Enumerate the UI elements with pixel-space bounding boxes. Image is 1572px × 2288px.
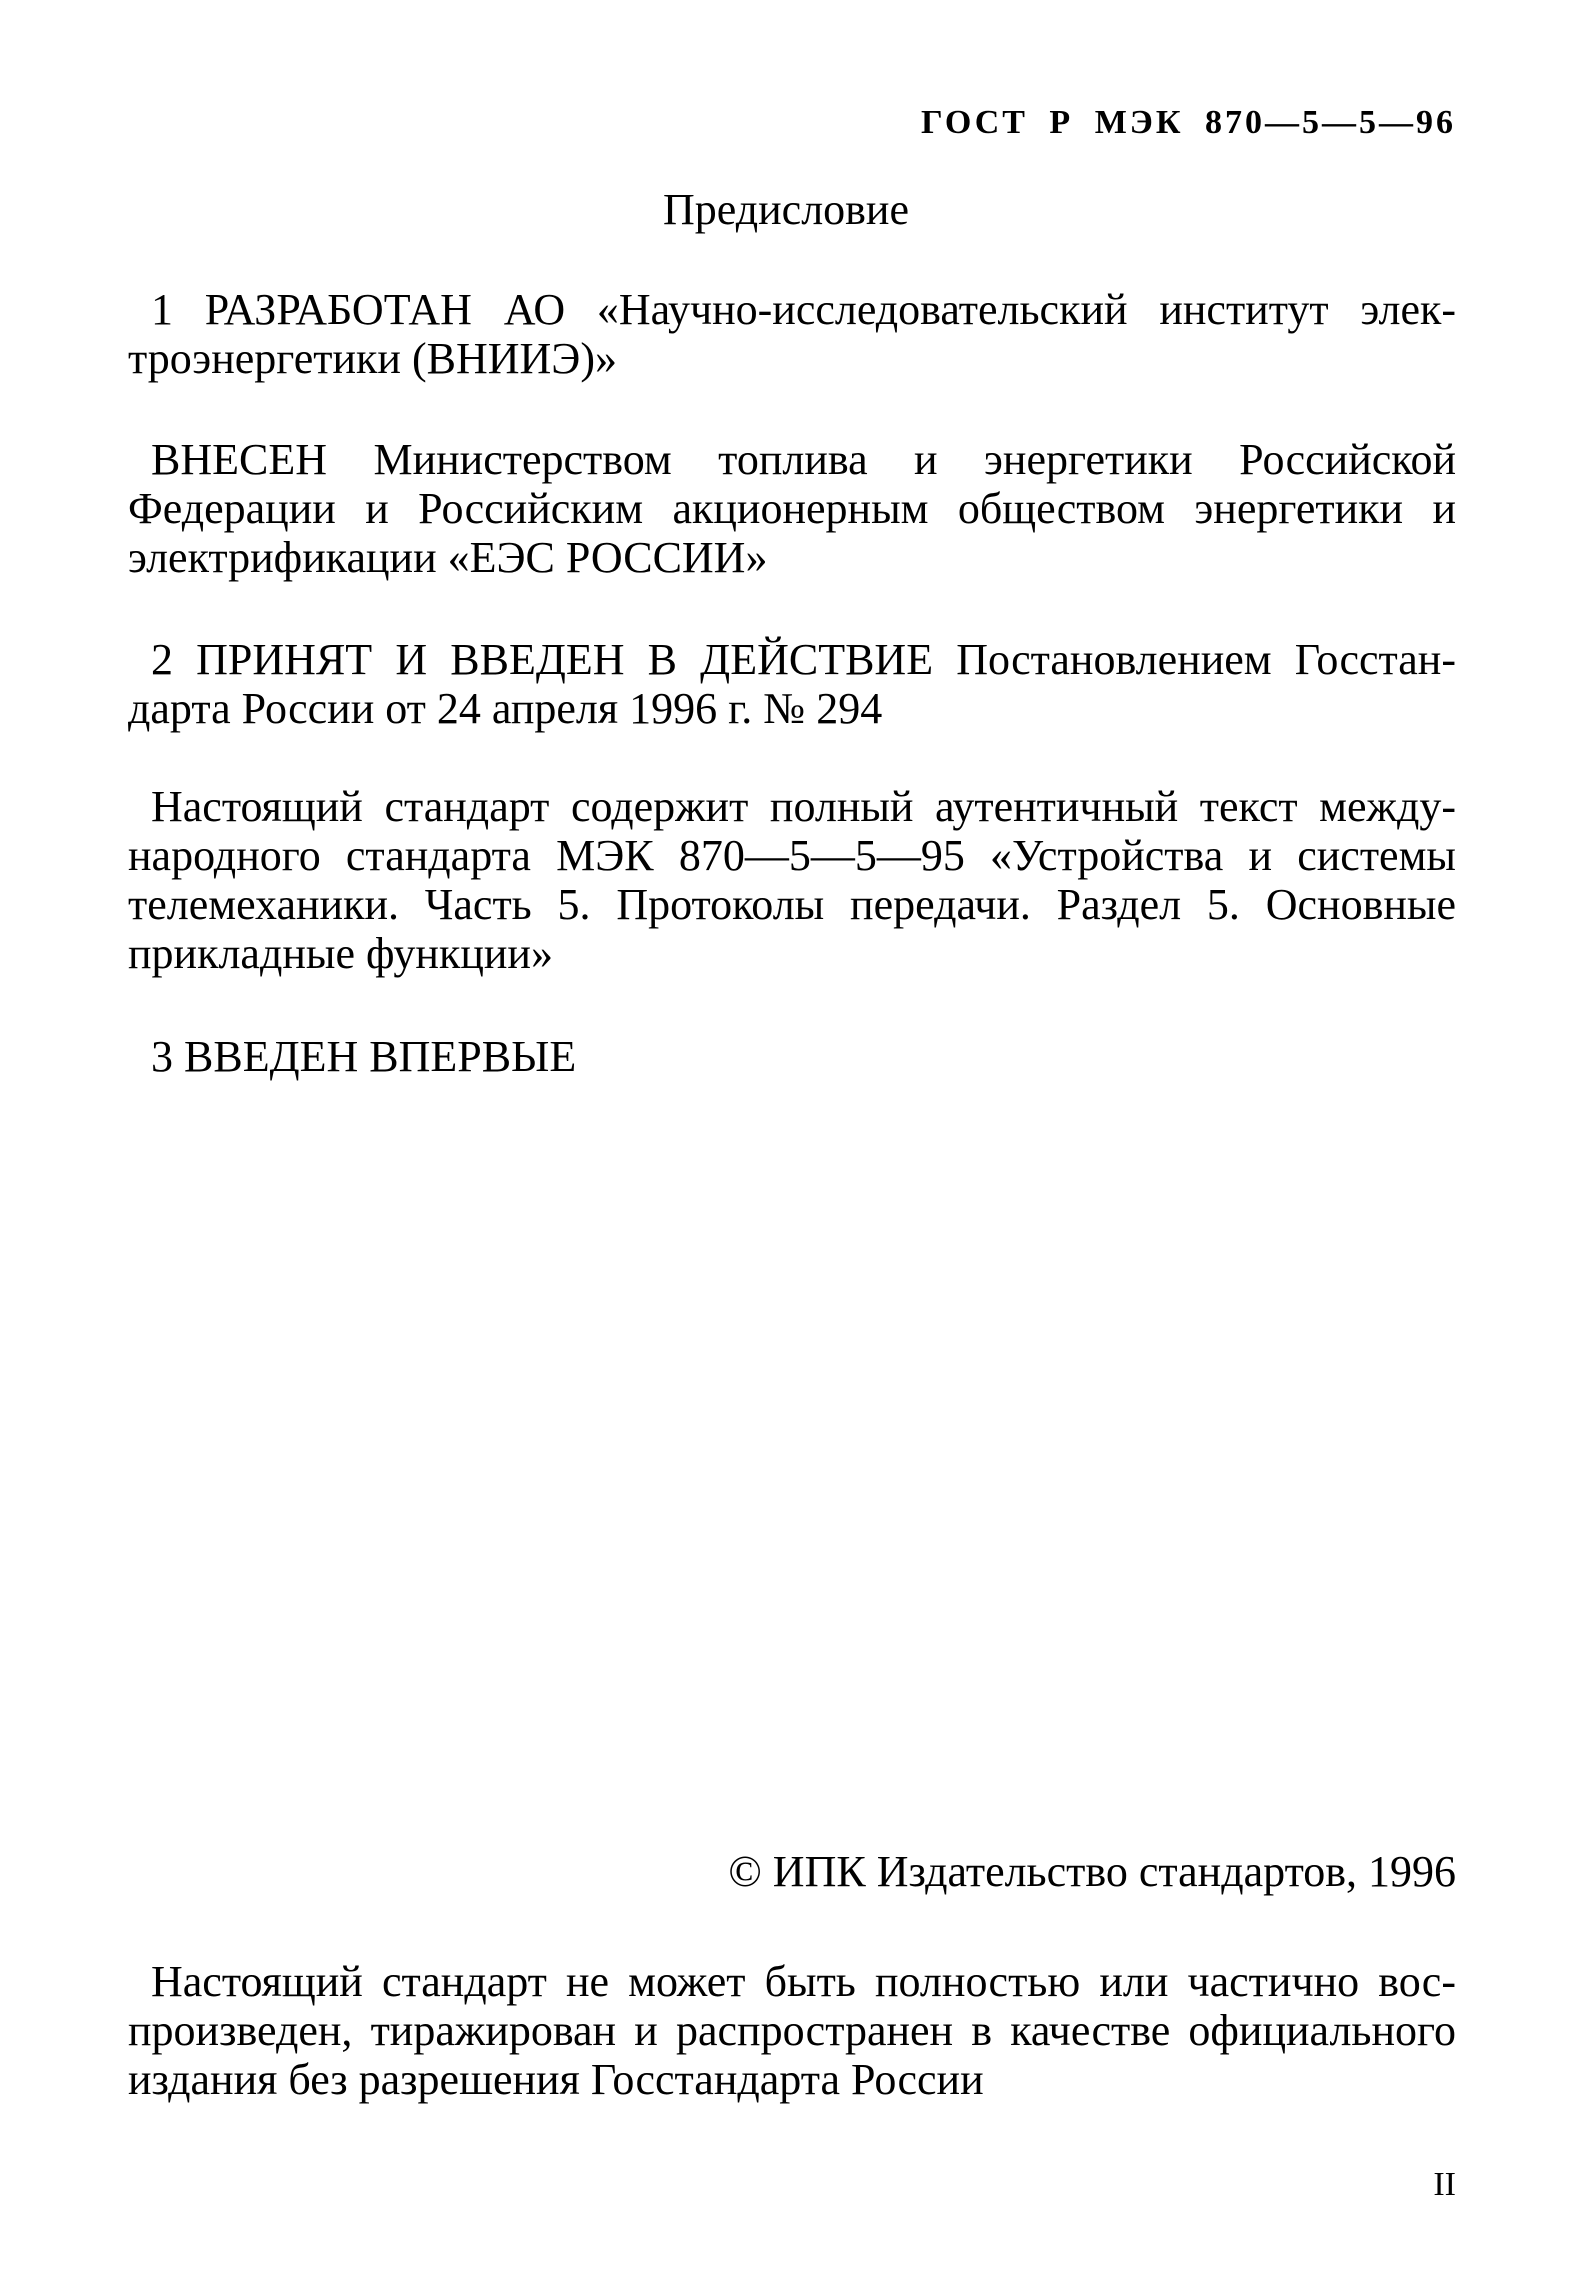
page-title: Предисловие: [663, 185, 909, 234]
text-line: произведен, тиражирован и распространен в качестве официального: [128, 2006, 1456, 2055]
text-line: издания без разрешения Госстандарта России: [128, 2055, 984, 2104]
text-line: народного стандарта МЭК 870—5—5—95 «Устройства и системы: [128, 831, 1456, 880]
text-line: 2 ПРИНЯТ И ВВЕДЕН В ДЕЙСТВИЕ Постановлением Госстан-: [151, 635, 1456, 684]
copyright-notice: © ИПК Издательство стандартов, 1996: [728, 1847, 1456, 1896]
text-line: электрификации «ЕЭС РОССИИ»: [128, 533, 768, 582]
text-line: 1 РАЗРАБОТАН АО «Научно-исследовательский институт элек-: [151, 285, 1456, 334]
text-line: троэнергетики (ВНИИЭ)»: [128, 334, 617, 383]
text-line: телемеханики. Часть 5. Протоколы передачи. Раздел 5. Основные: [128, 880, 1456, 929]
paragraph-authentic-text: [128, 782, 1456, 978]
text-line: 3 ВВЕДЕН ВПЕРВЫЕ: [151, 1032, 577, 1081]
text-line: Федерации и Российским акционерным обществом энергетики и: [128, 484, 1456, 533]
paragraph-developed-by: [128, 285, 1456, 383]
reproduction-notice: [128, 1957, 1456, 2104]
page-number: II: [1433, 2166, 1456, 2203]
text-line: ВНЕСЕН Министерством топлива и энергетики Российской: [151, 435, 1456, 484]
text-line: прикладные функции»: [128, 929, 553, 978]
text-line: дарта России от 24 апреля 1996 г. № 294: [128, 684, 883, 733]
text-line: Настоящий стандарт не может быть полностью или частично вос-: [151, 1957, 1456, 2006]
paragraph-introduced-by: [128, 435, 1456, 582]
text-line: Настоящий стандарт содержит полный аутентичный текст между-: [151, 782, 1456, 831]
document-designation: ГОСТ Р МЭК 870—5—5—96: [921, 104, 1456, 141]
paragraph-first-introduced: [128, 1032, 1456, 1081]
paragraph-adopted: [128, 635, 1456, 733]
